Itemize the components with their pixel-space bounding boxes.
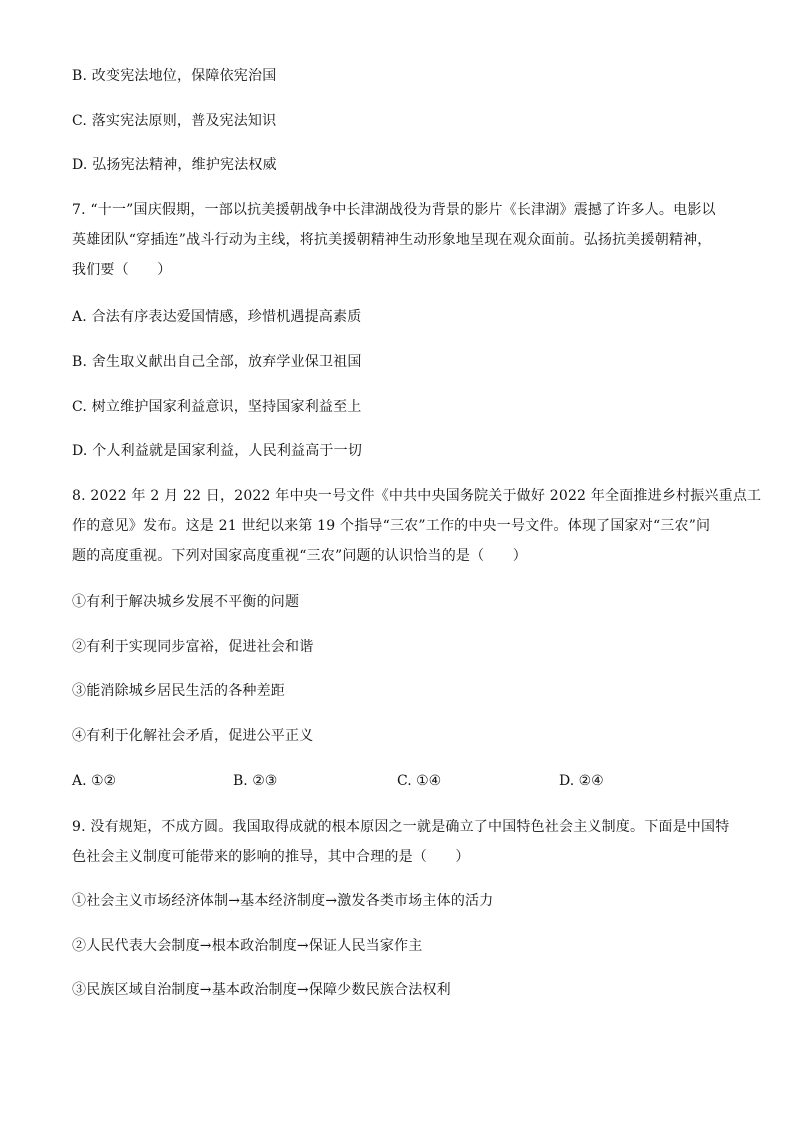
- q7-option-a: A. 合法有序表达爱国情感，珍惜机遇提高素质: [72, 309, 362, 325]
- q7-option-b: B. 舍生取义献出自己全部，放弃学业保卫祖国: [72, 354, 362, 370]
- q9-stem-line-1: 9. 没有规矩，不成方圆。我国取得成就的根本原因之一就是确立了中国特色社会主义制度。下面是中国特: [72, 819, 730, 835]
- q8-option-a: A. ①②: [72, 773, 117, 789]
- q9-stem-line-2: 色社会主义制度可能带来的影响的推导，其中合理的是（ ）: [72, 849, 470, 865]
- q9-item-2: ②人民代表大会制度→根本政治制度→保证人民当家作主: [72, 938, 423, 954]
- q8-option-c: C. ①④: [397, 773, 442, 789]
- q9-item-3: ③民族区域自治制度→基本政治制度→保障少数民族合法权利: [72, 982, 451, 998]
- q8-option-d: D. ②④: [559, 773, 604, 789]
- q8-item-4: ④有利于化解社会矛盾，促进公平正义: [72, 728, 314, 744]
- q7-stem-line-2: 英雄团队“穿插连”战斗行动为主线，将抗美援朝精神生动形象地呈现在观众面前。弘扬抗美援朝精神，: [72, 232, 712, 248]
- q6-option-d: D. 弘扬宪法精神，维护宪法权威: [72, 157, 277, 173]
- q8-item-1: ①有利于解决城乡发展不平衡的问题: [72, 594, 300, 610]
- q9-item-1: ①社会主义市场经济体制→基本经济制度→激发各类市场主体的活力: [72, 893, 494, 909]
- q8-item-2: ②有利于实现同步富裕，促进社会和谐: [72, 639, 314, 655]
- q7-option-c: C. 树立维护国家利益意识，坚持国家利益至上: [72, 399, 362, 415]
- q7-stem-line-1: 7. “十一”国庆假期，一部以抗美援朝战争中长津湖战役为背景的影片《长津湖》震撼了许多人。电影以: [72, 202, 716, 218]
- q8-stem-line-3: 题的高度重视。下列对国家高度重视“三农”问题的认识恰当的是（ ）: [72, 548, 527, 564]
- q8-option-b: B. ②③: [233, 773, 278, 789]
- q7-option-d: D. 个人利益就是国家利益，人民利益高于一切: [72, 443, 363, 459]
- q8-stem-line-1: 8. 2022 年 2 月 22 日，2022 年中央一号文件《中共中央国务院关于做好 2022 年全面推进乡村振兴重点工: [72, 488, 762, 504]
- q6-option-c: C. 落实宪法原则，普及宪法知识: [72, 113, 277, 129]
- q8-item-3: ③能消除城乡居民生活的各种差距: [72, 683, 285, 699]
- q6-option-b: B. 改变宪法地位，保障依宪治国: [72, 68, 277, 84]
- q7-stem-line-3: 我们要（ ）: [72, 262, 172, 278]
- q8-stem-line-2: 作的意见》发布。这是 21 世纪以来第 19 个指导“三农”工作的中央一号文件。体现了国家对“三农”问: [72, 518, 711, 534]
- q8-options-row: [72, 771, 722, 791]
